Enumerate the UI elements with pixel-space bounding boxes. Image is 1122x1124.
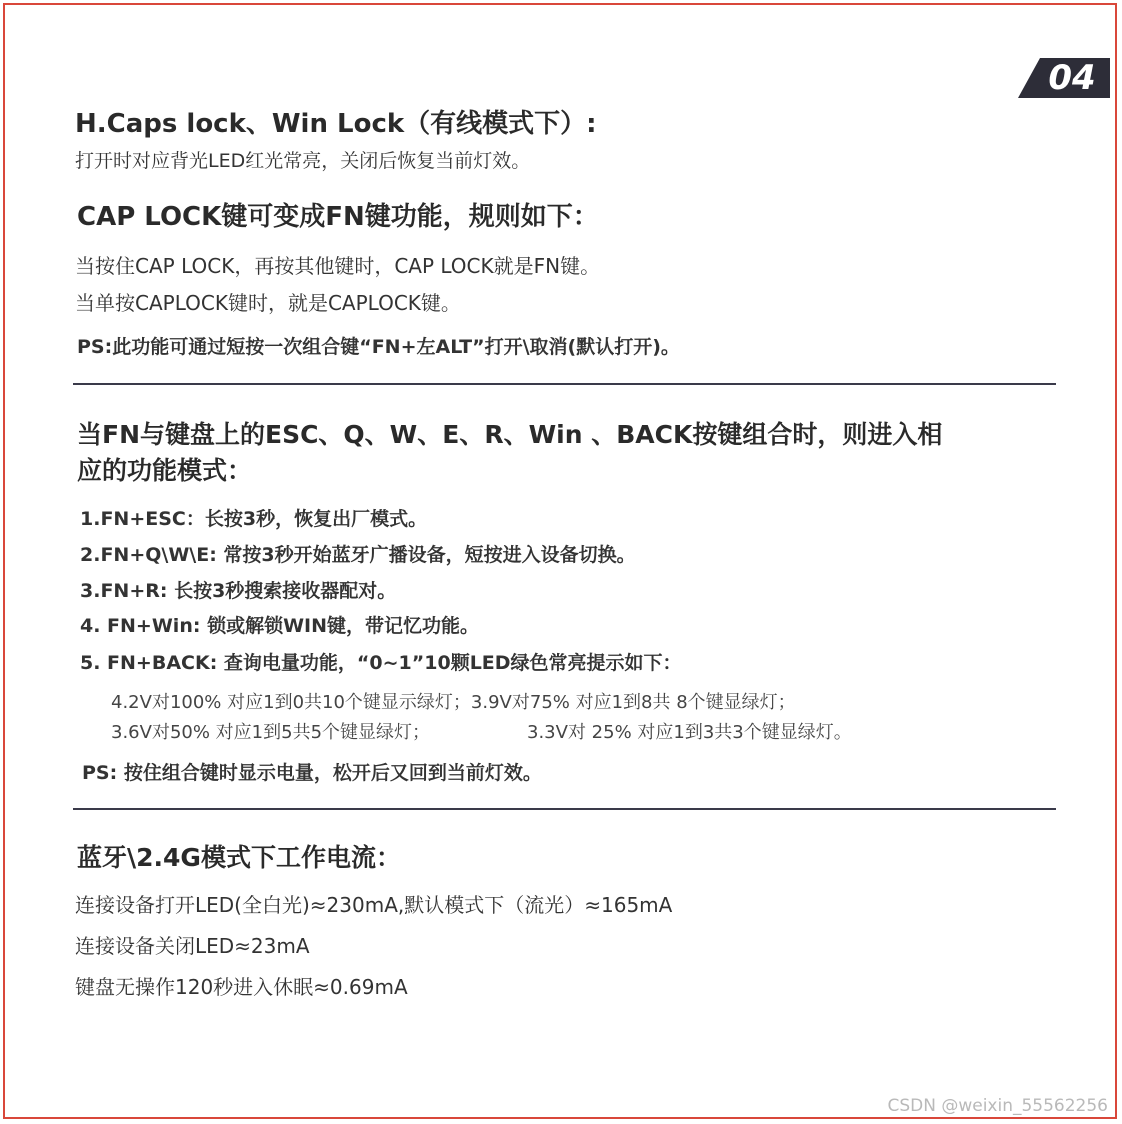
- page-number-badge: [1018, 58, 1110, 98]
- current-line-2: 连接设备关闭LED≈23mA: [75, 934, 310, 958]
- battery-levels-row-1: 4.2V对100% 对应1到0共10个键显示绿灯；3.9V对75% 对应1到8共 8个键显绿灯；: [111, 692, 796, 713]
- caplock-fn-ps: PS:此功能可通过短按一次组合键“FN+左ALT”打开\取消(默认打开)。: [77, 336, 680, 358]
- battery-levels-row-2b: 3.3V对 25% 对应1到3共3个键显绿灯。: [527, 722, 852, 743]
- current-line-3: 键盘无操作120秒进入休眠≈0.69mA: [75, 975, 408, 999]
- caps-lock-heading: H.Caps lock、Win Lock（有线模式下）:: [75, 109, 597, 139]
- fn-combo-item-3: 3.FN+R: 长按3秒搜索接收器配对。: [80, 580, 397, 602]
- fn-combo-item-1: 1.FN+ESC：长按3秒，恢复出厂模式。: [80, 508, 428, 530]
- battery-levels-row-2a: 3.6V对50% 对应1到5共5个键显绿灯；: [111, 722, 431, 743]
- fn-combo-heading-line1: 当FN与键盘上的ESC、Q、W、E、R、Win 、BACK按键组合时，则进入相: [77, 420, 943, 449]
- divider-1: [73, 383, 1056, 385]
- caplock-fn-line2: 当单按CAPLOCK键时，就是CAPLOCK键。: [75, 291, 461, 315]
- fn-combo-item-4: 4. FN+Win: 锁或解锁WIN键，带记忆功能。: [80, 615, 479, 637]
- current-line-1: 连接设备打开LED(全白光)≈230mA,默认模式下（流光）≈165mA: [75, 893, 673, 917]
- fn-combo-item-2: 2.FN+Q\W\E: 常按3秒开始蓝牙广播设备，短按进入设备切换。: [80, 544, 636, 566]
- divider-2: [73, 808, 1056, 810]
- caps-lock-text: 打开时对应背光LED红光常亮，关闭后恢复当前灯效。: [75, 150, 531, 172]
- current-heading: 蓝牙\2.4G模式下工作电流：: [77, 843, 401, 872]
- page-number: 04: [1048, 58, 1096, 98]
- fn-combo-heading-line2: 应的功能模式：: [77, 456, 253, 485]
- caplock-fn-line1: 当按住CAP LOCK，再按其他键时，CAP LOCK就是FN键。: [75, 254, 601, 278]
- caplock-fn-heading: CAP LOCK键可变成FN键功能，规则如下：: [77, 202, 599, 232]
- fn-combo-item-5: 5. FN+BACK: 查询电量功能，“0~1”10颗LED绿色常亮提示如下：: [80, 652, 682, 674]
- watermark: CSDN @weixin_55562256: [887, 1096, 1108, 1116]
- fn-combo-ps: PS: 按住组合键时显示电量，松开后又回到当前灯效。: [82, 762, 542, 784]
